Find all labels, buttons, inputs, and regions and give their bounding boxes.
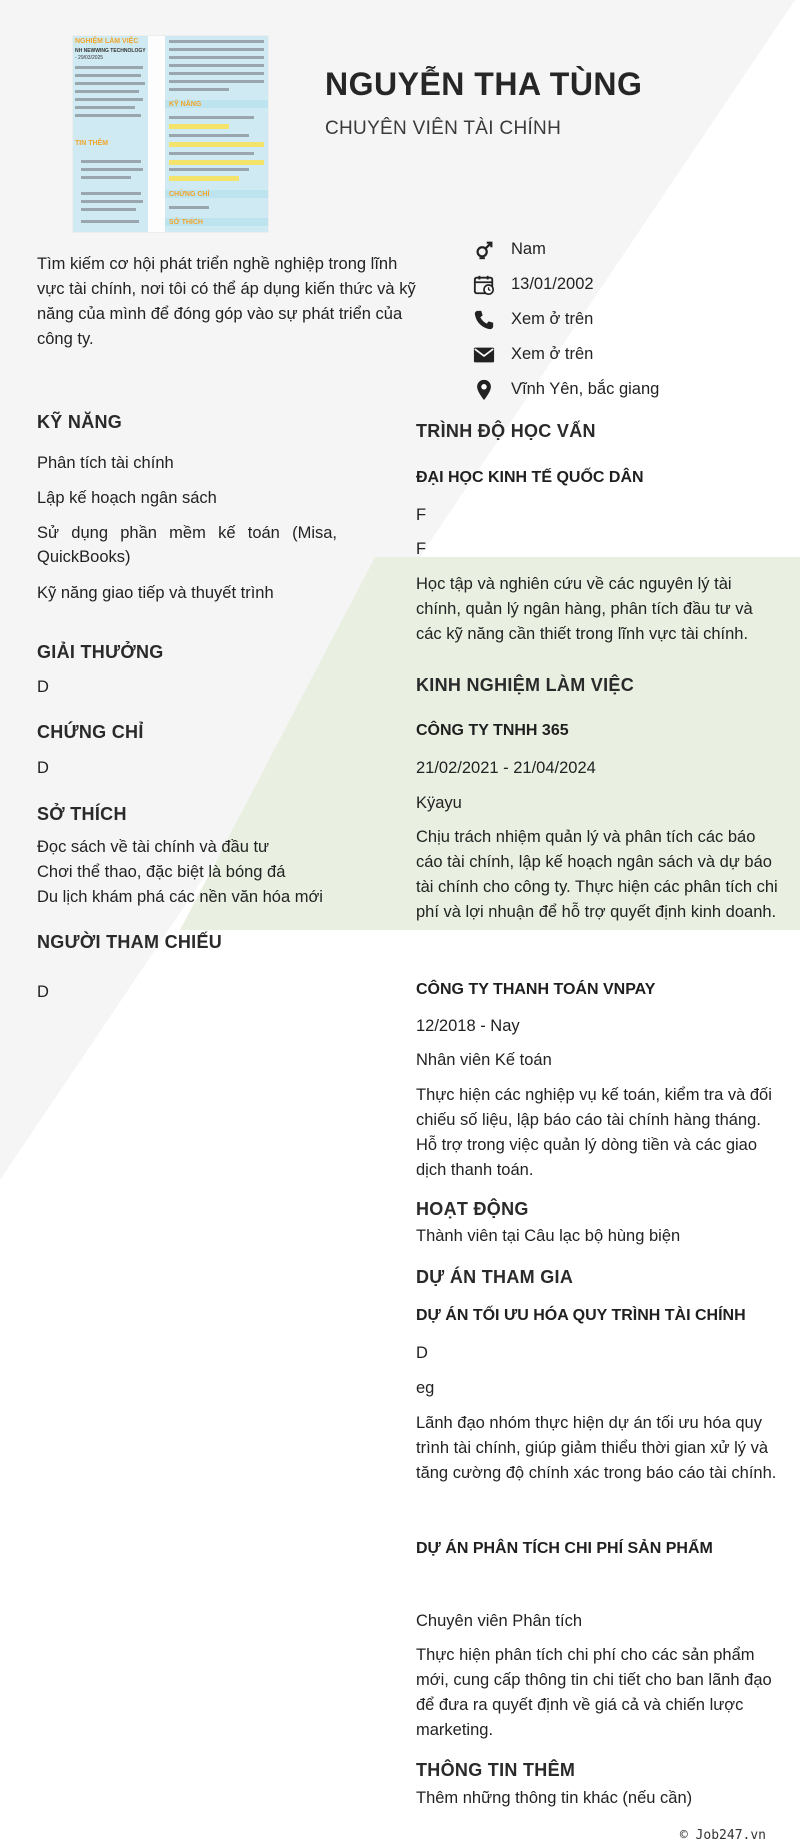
project-description: Lãnh đạo nhóm thực hiện dự án tối ưu hóa quy trình tài chính, giúp giảm thiểu thời gian xử lý và tăng cường độ chính xác trong báo cáo tài chính.	[416, 1414, 777, 1482]
projects-heading: DỰ ÁN THAM GIA	[416, 1267, 574, 1287]
contact-value: Nam	[511, 240, 546, 258]
photo-extra-label: TIN THÊM	[75, 140, 109, 147]
email-icon	[473, 344, 495, 366]
awards-value: D	[37, 678, 49, 696]
job-company: CÔNG TY TNHH 365	[416, 722, 569, 739]
project-line: eg	[416, 1379, 435, 1397]
skill-item: Kỹ năng giao tiếp và thuyết trình	[37, 584, 274, 602]
extra-value: Thêm những thông tin khác (nếu cần)	[416, 1789, 693, 1807]
job-dates: 12/2018 - Nay	[416, 1017, 520, 1035]
references-heading: NGƯỜI THAM CHIẾU	[37, 932, 223, 952]
calendar-icon	[473, 274, 495, 296]
extra-heading: THÔNG TIN THÊM	[416, 1760, 576, 1780]
job-description: Thực hiện các nghiệp vụ kế toán, kiểm tra và đối chiếu số liệu, lập báo cáo tài chính hàng tháng. Hỗ trợ trong việc quản lý dòng tiền và các giao dịch thanh toán.	[416, 1086, 772, 1179]
project-line: Chuyên viên Phân tích	[416, 1612, 583, 1630]
skills-heading: KỸ NĂNG	[37, 412, 123, 432]
hobbies-heading: SỞ THÍCH	[37, 804, 127, 824]
skill-item: Lập kế hoạch ngân sách	[37, 489, 217, 507]
contact-value: 13/01/2002	[511, 275, 594, 293]
career-objective: Tìm kiếm cơ hội phát triển nghề nghiệp trong lĩnh vực tài chính, nơi tôi có thể áp dụng kiến thức và kỹ năng của mình để đóng góp vào sự phát triển của công ty.	[37, 255, 416, 348]
contact-value: Xem ở trên	[511, 345, 594, 363]
profile-photo	[73, 36, 268, 232]
activities-value: Thành viên tại Câu lạc bộ hùng biện	[416, 1227, 681, 1245]
hobby-item: Du lịch khám phá các nền văn hóa mới	[37, 888, 323, 906]
skill-item: Phân tích tài chính	[37, 454, 174, 472]
skill-item: Sử dụng phần mềm kế toán (Misa, QuickBooks)	[37, 524, 337, 566]
photo-cert-label: CHỨNG CHỈ	[169, 191, 210, 198]
job-description: Chịu trách nhiệm quản lý và phân tích các báo cáo tài chính, lập kế hoạch ngân sách và dự báo tài chính cho công ty. Thực hiện các phân tích chi phí và lợi nhuận để hỗ trợ quyết định kinh doanh.	[416, 828, 778, 921]
photo-dates: - 29/03/2025	[75, 55, 104, 61]
contact-value: Xem ở trên	[511, 310, 594, 328]
photo-heading: NGHIỆM LÀM VIỆC	[75, 38, 139, 45]
hobby-item: Đọc sách về tài chính và đầu tư	[37, 838, 270, 856]
footer-copyright: © Job247.vn	[679, 1828, 766, 1843]
references-value: D	[37, 983, 49, 1001]
contact-phone	[473, 302, 659, 337]
contact-email	[473, 337, 659, 372]
contact-gender	[473, 232, 659, 267]
certificates-value: D	[37, 759, 49, 777]
project-name: DỰ ÁN TỐI ƯU HÓA QUY TRÌNH TÀI CHÍNH	[416, 1307, 746, 1324]
candidate-title: CHUYÊN VIÊN TÀI CHÍNH	[325, 118, 562, 139]
education-heading: TRÌNH ĐỘ HỌC VẤN	[416, 421, 596, 441]
awards-heading: GIẢI THƯỞNG	[37, 642, 164, 662]
education-school: ĐẠI HỌC KINH TẾ QUỐC DÂN	[416, 469, 644, 486]
contact-list	[473, 232, 659, 407]
job-dates: 21/02/2021 - 21/04/2024	[416, 759, 596, 777]
candidate-name: NGUYỄN THA TÙNG	[325, 66, 643, 102]
photo-hobby-label: SỞ THÍCH	[169, 219, 203, 226]
experience-heading: KINH NGHIỆM LÀM VIỆC	[416, 675, 635, 695]
phone-icon	[473, 309, 495, 331]
project-description: Thực hiện phân tích chi phí cho các sản phẩm mới, cung cấp thông tin chi tiết cho ban lãnh đạo để đưa ra quyết định về giá cả và chiến lược marketing.	[416, 1646, 772, 1739]
job-position: Kÿayu	[416, 794, 462, 812]
project-line: D	[416, 1344, 428, 1362]
hobby-item: Chơi thể thao, đặc biệt là bóng đá	[37, 863, 286, 881]
contact-birthday	[473, 267, 659, 302]
gender-icon	[473, 239, 495, 261]
activities-heading: HOẠT ĐỘNG	[416, 1199, 529, 1219]
education-line: F	[416, 506, 427, 524]
photo-company: NH NEWWING TECHNOLOGY	[75, 48, 146, 54]
education-line: F	[416, 540, 427, 558]
certificates-heading: CHỨNG CHỈ	[37, 722, 144, 742]
contact-value: Vĩnh Yên, bắc giang	[511, 380, 660, 398]
job-position: Nhân viên Kế toán	[416, 1051, 552, 1069]
job-company: CÔNG TY THANH TOÁN VNPAY	[416, 981, 656, 998]
education-description: Học tập và nghiên cứu về các nguyên lý tài chính, quản lý ngân hàng, phân tích đầu tư và các kỹ năng cần thiết trong lĩnh vực tài chính.	[416, 575, 753, 643]
photo-skills-label: KỸ NĂNG	[169, 101, 202, 108]
project-name: DỰ ÁN PHÂN TÍCH CHI PHÍ SẢN PHẨM	[416, 1540, 713, 1557]
location-icon	[473, 379, 495, 401]
contact-address	[473, 372, 659, 407]
